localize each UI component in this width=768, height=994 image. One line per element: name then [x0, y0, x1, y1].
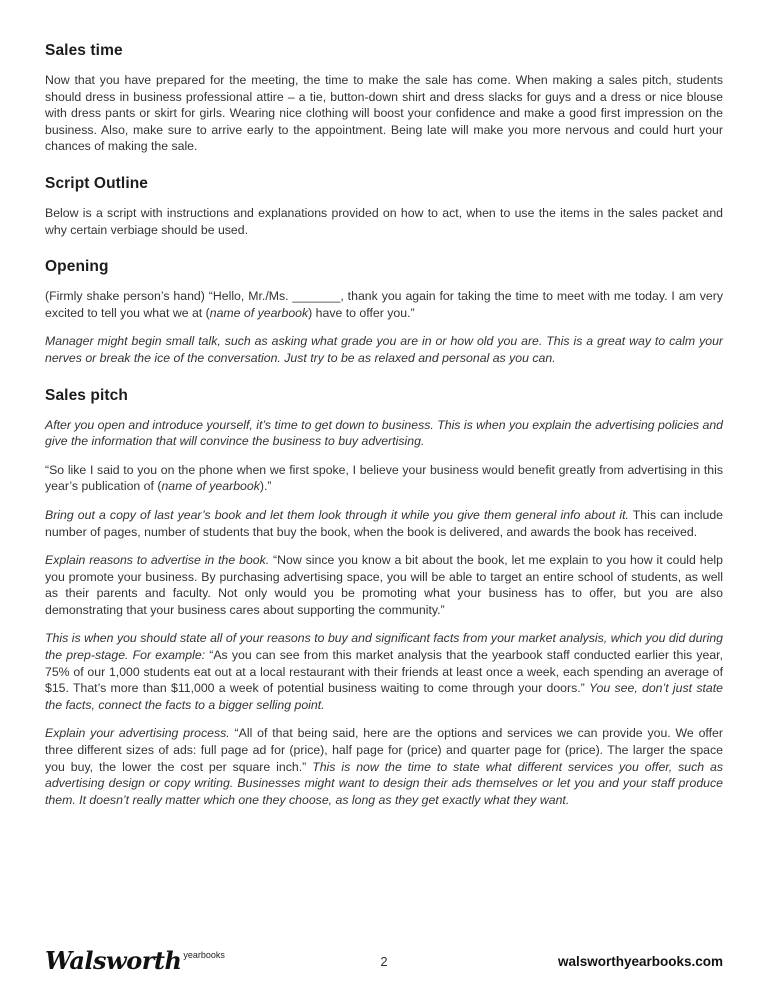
page-footer	[45, 946, 723, 975]
text-run-italic: You see, don’t just state the facts, connect the facts to a bigger selling point.	[45, 681, 723, 712]
footer-page-number-area	[271, 953, 497, 971]
walsworth-logo-text: Walsworth	[45, 946, 182, 975]
paragraph-sales-pitch-6	[45, 725, 723, 808]
paragraph-sales-time	[45, 72, 723, 155]
text-run: “All of that being said, here are the options and services we can provide you. We offer three different sizes of ads: full page ad for (price), half page for (price) and quarter page for (price). The larger the space you buy, the lower the cost per square inch.”	[45, 726, 723, 774]
text-run-italic: name of yearbook	[209, 305, 309, 320]
section-sales-pitch	[45, 387, 723, 809]
text-run-italic: name of yearbook	[161, 479, 260, 494]
heading-sales-pitch: Sales pitch	[45, 386, 128, 404]
text-run: “As you can see from this market analysis that the yearbook staff conducted earlier this year, 75% of our 1,000 students eat out at a local restaurant with their friends at least once a week, each spending an average of $15. That’s more than $11,000 a week of potential business waiting to come through your doors.”	[45, 648, 724, 696]
paragraph-sales-pitch-4	[45, 552, 723, 618]
text-run-italic: After you open and introduce yourself, it’s time to get down to business. This is when you explain the advertising policies and give the information that will convince the business to buy advertising.	[45, 417, 723, 449]
text-run: “Now since you know a bit about the book, let me explain to you how it could help you promote your business. By purchasing advertising space, you will be able to target an entire school of students, as well as their parents and faculty. Not only would you be promoting what your business has to offer, but you are also demonstrating that your business cares about supporting the community.”	[45, 553, 723, 617]
walsworth-logo-sub: yearbooks	[183, 950, 225, 960]
text-run-italic: Explain reasons to advertise in the book.	[45, 553, 270, 568]
walsworth-logo	[45, 946, 225, 975]
paragraph-opening-1	[45, 288, 723, 321]
section-sales-time	[45, 42, 723, 155]
text-run: Now that you have prepared for the meeting, the time to make the sale has come. When making a sales pitch, students should dress in business professional attire – a tie, button-down shirt and dress slacks for guys and a dress or nice blouse with dress pants or skirt for girls. Wearing nice clothing will boost your confidence and make a good first impression on the business. Also, make sure to arrive early to the appointment. Being late will make you more nervous and could hurt your chances of making the sale.	[45, 73, 723, 154]
paragraph-sales-pitch-1	[45, 417, 723, 450]
text-run-italic: Explain your advertising process.	[45, 726, 230, 741]
page-number: 2	[380, 953, 388, 969]
section-opening	[45, 258, 723, 366]
paragraph-sales-pitch-5	[45, 630, 723, 713]
text-run: ).”	[259, 479, 272, 494]
heading-sales-time: Sales time	[45, 42, 123, 59]
footer-website-area	[497, 953, 723, 971]
text-run: “So like I said to you on the phone when we first spoke, I believe your business would benefit greatly from advertising in this year’s publication of (	[45, 462, 723, 494]
text-run: Below is a script with instructions and explanations provided on how to act, when to use the items in the sales packet and why certain verbiage should be used.	[45, 205, 723, 237]
text-run-italic: Bring out a copy of last year’s book and let them look through it while you give them general info about it.	[45, 507, 629, 522]
section-script-outline	[45, 175, 723, 238]
text-run-italic: Manager might begin small talk, such as asking what grade you are in or how old you are. This is a great way to calm your nerves or break the ice of the conversation. Just try to be as relaxed and personal as you can.	[45, 334, 723, 365]
text-run: ) have to offer you.”	[308, 305, 415, 320]
footer-logo-area	[45, 946, 271, 975]
text-run: (Firmly shake person’s hand) “Hello, Mr./Ms. _______, thank you again for taking the time to meet with me today. I am very excited to tell you what we at (	[45, 289, 723, 320]
website-text: walsworthyearbooks.com	[557, 953, 723, 969]
heading-opening: Opening	[45, 258, 109, 276]
paragraph-sales-pitch-2	[45, 462, 723, 495]
paragraph-script-outline	[45, 205, 723, 238]
paragraph-opening-2	[45, 333, 723, 366]
text-run: This can include number of pages, number of students that buy the book, when the book is delivered, and awards the book has received.	[45, 507, 723, 539]
text-run-italic: This is when you should state all of your reasons to buy and significant facts from your market analysis, which you did during the prep-stage. For example:	[45, 631, 723, 663]
paragraph-sales-pitch-3	[45, 507, 723, 540]
text-run-italic: This is now the time to state what different services you offer, such as advertising design or copy writing. Businesses might want to design their ads themselves or let you and your staff produce them. It doesn’t really matter which one they choose, as long as they get exactly what they want.	[45, 759, 723, 807]
heading-script-outline: Script Outline	[45, 174, 149, 192]
